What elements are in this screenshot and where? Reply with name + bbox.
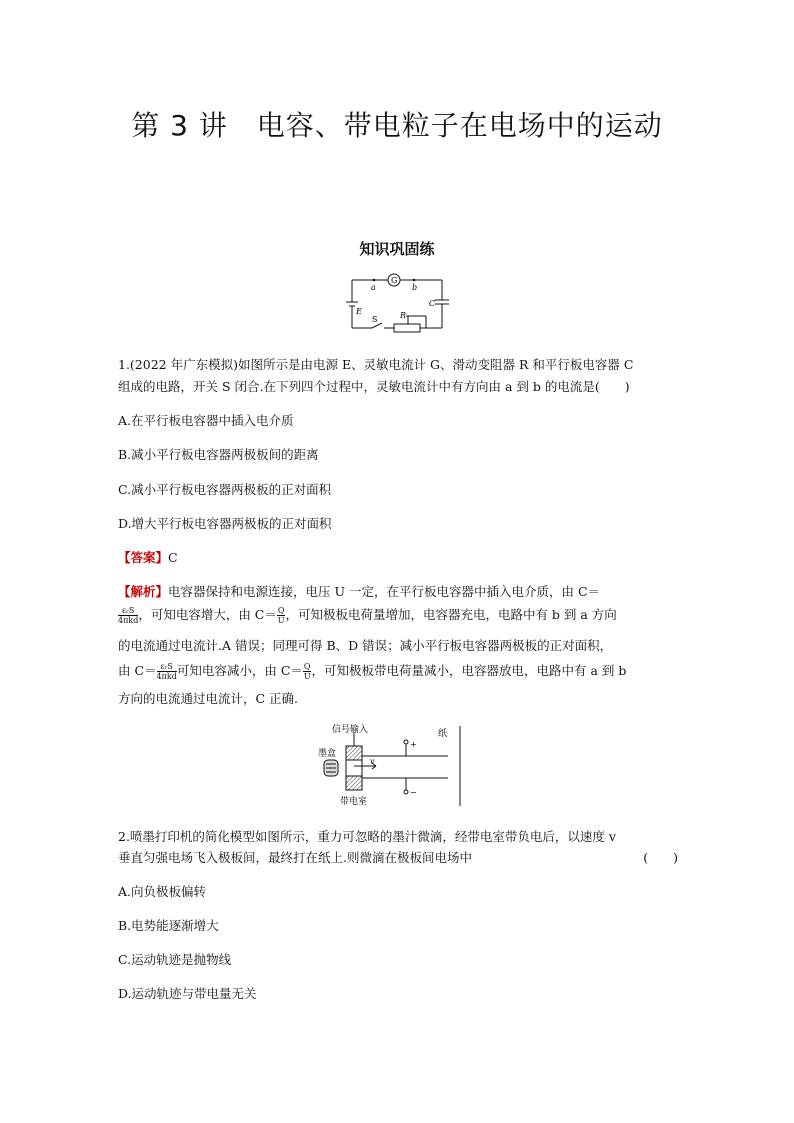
svg-text:a: a (371, 283, 376, 292)
q1-explanation-line-5: 方向的电流通过电流计，C 正确. (118, 691, 299, 706)
q1-stem-line-2: 组成的电路，开关 S 闭合.在下列四个过程中，灵敏电流计中有方向由 a 到 b 的电流是( ) (118, 379, 630, 394)
q2-stem-line-1: 2.喷墨打印机的简化模型如图所示，重力可忽略的墨汁微滴，经带电室带负电后，以速度 v (118, 829, 616, 844)
answer-value: C (168, 550, 178, 565)
svg-text:+: + (410, 740, 417, 749)
q1-answer (118, 549, 678, 567)
q1-explanation-line-3: 的电流通过电流计.A 错误；同理可得 B、D 错误；减小平行板电容器两极板的正对面积， (118, 638, 613, 653)
q2-option-d: D.运动轨迹与带电量无关 (118, 986, 257, 1001)
q2-stem-line-2: 垂直匀强电场飞入极板间，最终打在纸上.则微滴在极板间电场中 ( ) (118, 850, 678, 865)
q1-option-d: D.增大平行板电容器两极板的正对面积 (118, 516, 332, 531)
q2-option-b: B.电势能逐渐增大 (118, 918, 219, 933)
svg-text:墨盒: 墨盒 (318, 749, 337, 759)
svg-text:纸: 纸 (438, 729, 448, 739)
page-title: 第 3 讲 电容、带电粒子在电场中的运动 (131, 109, 663, 142)
svg-text:信号输入: 信号输入 (332, 725, 369, 735)
q1-option-b: B.减小平行板电容器两极板间的距离 (118, 447, 319, 462)
q1-explanation-line-2: $\frac{\text{εᵣS}}{\text{4πkd}}$ ，可知电容增大，由 C＝ $\frac{Q}{U}$ ，可知极板电荷量增加，电容器充电，电路中有 b 到 a 方向 (118, 606, 617, 625)
fraction-capacitance-2: $\frac{\text{εᵣS}}{\text{4πkd}}$ (156, 662, 177, 681)
fraction-q-over-u: $\frac{Q}{U}$ (277, 606, 285, 625)
q2-option-a: A.向负极板偏转 (118, 884, 207, 899)
circuit-diagram (342, 268, 454, 340)
q2-option-c: C.运动轨迹是抛物线 (118, 952, 232, 967)
svg-text:b: b (412, 283, 418, 292)
q1-explanation-line-1: 【解析】电容器保持和电源连接，电压 U 一定，在平行板电容器中插入电介质，由 C＝ (118, 584, 601, 599)
q1-option-a: A.在平行板电容器中插入电介质 (118, 413, 294, 428)
svg-text:v: v (370, 757, 375, 766)
svg-text:S: S (372, 315, 378, 324)
section-heading: 知识巩固练 (359, 240, 435, 258)
svg-text:E: E (356, 307, 362, 316)
answer-label: 【答案】 (118, 550, 169, 565)
fraction-capacitance: $\frac{\text{εᵣS}}{\text{4πkd}}$ (118, 606, 139, 625)
svg-text:G: G (391, 276, 398, 285)
svg-text:C: C (429, 299, 436, 308)
q1-explanation-line-4: 由 C＝ $\frac{\text{εᵣS}}{\text{4πkd}}$ 可知电容减小，由 C＝ $\frac{Q}{U}$ ，可知极板带电荷量减小，电容器放电，电路中有 a 到 b (118, 662, 627, 681)
inkjet-printer-diagram (318, 722, 470, 808)
fraction-q-over-u-2: $\frac{Q}{U}$ (303, 662, 311, 681)
answer-blank: ( ) (643, 850, 678, 865)
svg-text:R: R (400, 311, 407, 320)
q1-option-c: C.减小平行板电容器两极板的正对面积 (118, 482, 332, 497)
q1-stem-line-1: 1.(2022 年广东模拟)如图所示是由电源 E、灵敏电流计 G、滑动变阻器 R 和平行板电容器 C (118, 357, 634, 372)
explanation-label: 【解析】 (118, 584, 169, 599)
svg-text:−: − (410, 788, 417, 797)
svg-text:带电室: 带电室 (340, 797, 368, 807)
